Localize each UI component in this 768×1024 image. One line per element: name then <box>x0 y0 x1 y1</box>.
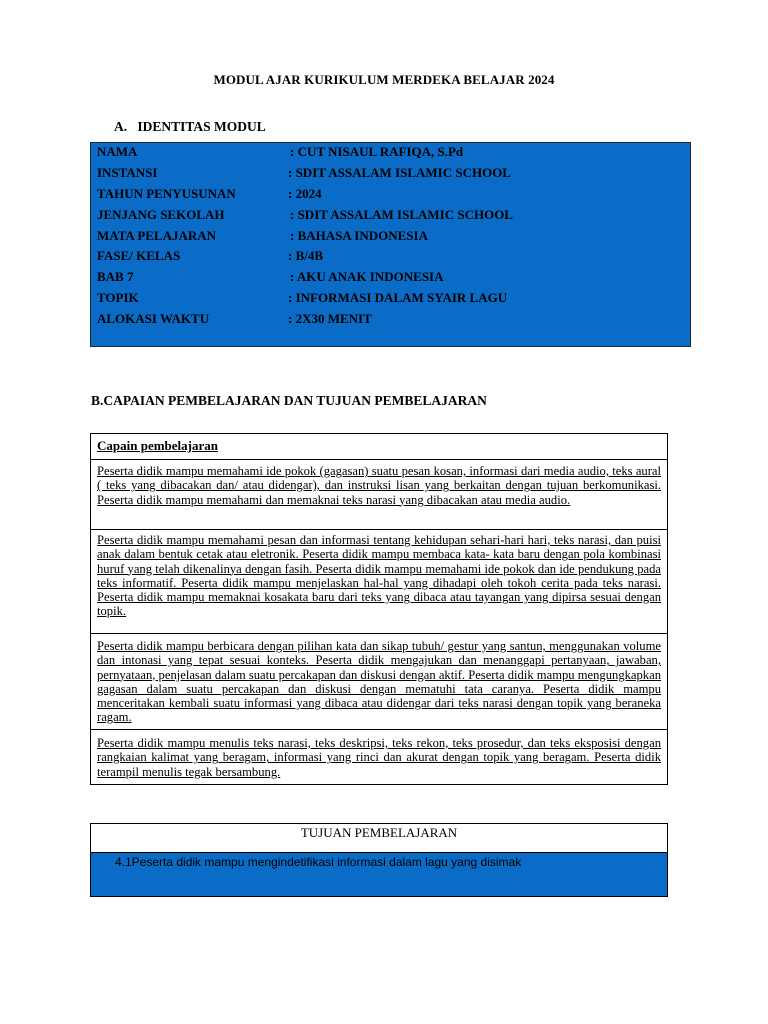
identity-value: : SDIT ASSALAM ISLAMIC SCHOOL <box>290 207 513 222</box>
capaian-cell-1 <box>91 460 667 530</box>
capaian-text: Peserta didik mampu memahami ide pokok (gagasan) suatu pesan kosan, informasi dari media audio, teks aural ( teks yang dibacakan dan/ atau didengar), dan instruksi lisan yang berkaitan dengan tujuan berkomunikasi. Peserta didik mampu memahami dan memaknai teks narasi yang dibacakan atau media audio. <box>97 464 661 507</box>
identity-value: : BAHASA INDONESIA <box>290 228 428 243</box>
section-b-heading: B.CAPAIAN PEMBELAJARAN DAN TUJUAN PEMBELAJARAN <box>91 393 487 408</box>
identity-key: INSTANSI <box>97 165 158 180</box>
identity-value: : SDIT ASSALAM ISLAMIC SCHOOL <box>288 165 511 180</box>
identity-value: : INFORMASI DALAM SYAIR LAGU <box>288 290 508 305</box>
section-a-title: IDENTITAS MODUL <box>137 119 266 134</box>
identity-value: : 2X30 MENIT <box>288 311 372 326</box>
identity-value: : B/4B <box>288 248 324 263</box>
identity-key: TOPIK <box>97 290 139 305</box>
identity-value: : CUT NISAUL RAFIQA, S.Pd <box>290 144 464 159</box>
tujuan-table <box>90 823 668 897</box>
capaian-text: Peserta didik mampu berbicara dengan pilihan kata dan sikap tubuh/ gestur yang santun, menggunakan volume dan intonasi yang tepat sesuai konteks. Peserta didik mengajukan dan menanggapi pertanyaan, jawaban, pernyataan, penjelasan dalam suatu percakapan dan diskusi dengan aktif. Peserta didik mampu mengungkapkan gagasan dalam suatu percakapan dan diskusi dengan mematuhi tata caranya. Peserta didik mampu menceritakan kembali suatu informasi yang dibaca atau didengar dari teks narasi dengan topik yang beraneka ragam. <box>97 639 661 725</box>
identity-key: BAB 7 <box>97 269 134 284</box>
identity-value: : AKU ANAK INDONESIA <box>290 269 444 284</box>
identity-key: FASE/ KELAS <box>97 248 181 263</box>
tujuan-item: 4.1Peserta didik mampu mengindetifikasi informasi dalam lagu yang disimak <box>115 855 522 869</box>
capaian-cell-3 <box>91 634 667 730</box>
identity-key: TAHUN PENYUSUNAN <box>97 186 236 201</box>
tujuan-header: TUJUAN PEMBELAJARAN <box>91 824 667 853</box>
identity-key: ALOKASI WAKTU <box>97 311 210 326</box>
section-a-heading <box>114 119 266 135</box>
capaian-header-cell <box>91 434 667 460</box>
section-a-number: A. <box>114 119 128 134</box>
identity-key: JENJANG SEKOLAH <box>97 207 225 222</box>
identity-key: NAMA <box>97 144 138 159</box>
identity-key: MATA PELAJARAN <box>97 228 217 243</box>
capaian-cell-2 <box>91 530 667 634</box>
capaian-table <box>90 433 668 785</box>
capaian-cell-4 <box>91 730 667 784</box>
capaian-header: Capain pembelajaran <box>97 438 218 453</box>
document-title: MODUL AJAR KURIKULUM MERDEKA BELAJAR 2024 <box>213 72 555 87</box>
tujuan-body <box>91 853 667 896</box>
capaian-text: Peserta didik mampu memahami pesan dan informasi tentang kehidupan sehari-hari hari, teks narasi, dan puisi anak dalam bentuk cetak atau eletronik. Peserta didik mampu membaca kata- kata baru dengan pola kombinasi huruf yang telah dikenalinya dengan fasih. Peserta didik mampu memahami ide pokok dan ide pendukung pada teks informatif. Peserta didik mampu menjelaskan hal-hal yang dihadapi oleh tokoh cerita pada teks narasi. Peserta didik mampu memaknai kosakata baru dari teks yang dibaca atau tayangan yang dipirsa sesuai dengan topik. <box>97 533 661 619</box>
identity-table <box>90 142 691 347</box>
identity-value: : 2024 <box>288 186 322 201</box>
capaian-text: Peserta didik mampu menulis teks narasi, teks deskripsi, teks rekon, teks prosedur, dan teks eksposisi dengan rangkaian kalimat yang beragam, informasi yang rinci dan akurat dengan topik yang beragam. Peserta didik terampil menulis tegak bersambung. <box>97 736 661 779</box>
